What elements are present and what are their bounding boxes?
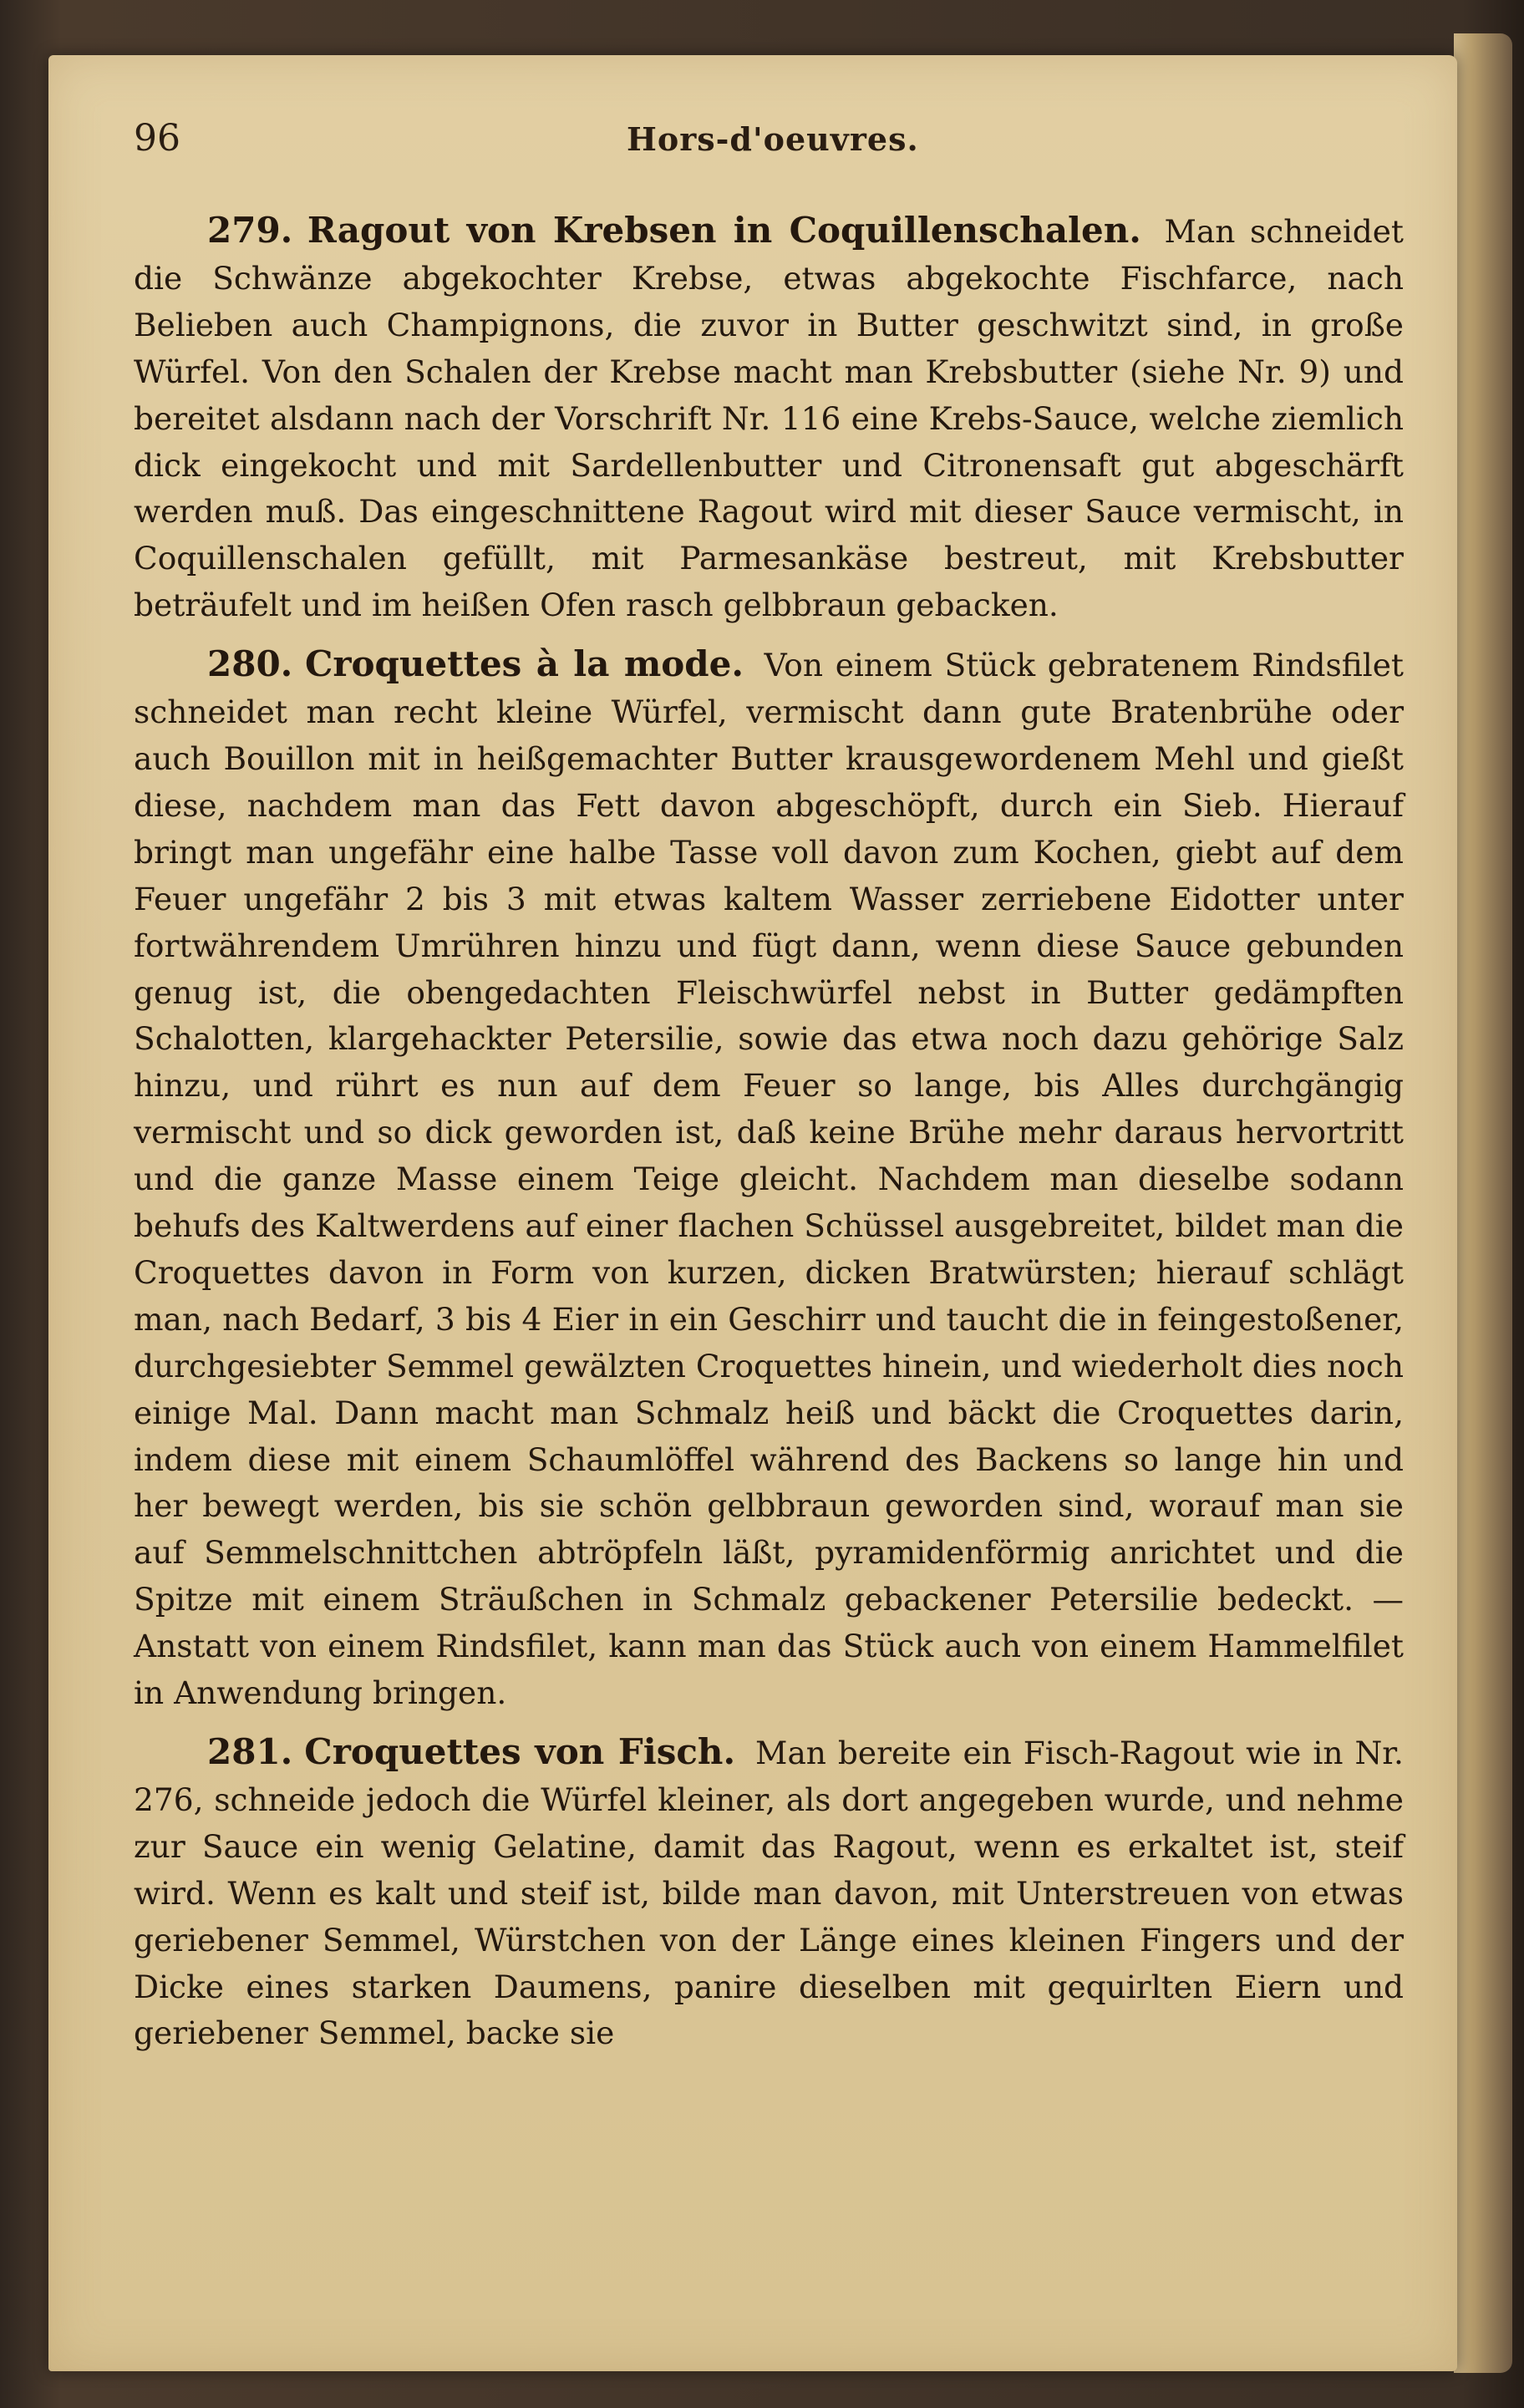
recipe-body: Man bereite ein Fisch-Ragout wie in Nr. 276, schneide jedoch die Würfel kleiner, als dort angegeben wurde, und nehme zur Sauce ein wenig Gelatine, damit das Ragout, wenn es erkaltet ist, steif wird. Wenn es kalt und steif ist, bilde man davon, mit Unterstreuen von etwas geriebener Semmel, Würstchen von der Länge eines kleinen Fingers und der Dicke eines starken Daumens, panire dieselben mit gequirlten Eiern und geriebener Semmel, backe sie	[134, 1735, 1404, 2052]
page-number: 96	[134, 117, 180, 160]
page-edge	[1454, 33, 1512, 2373]
recipe-title: Croquettes von Fisch.	[304, 1731, 736, 1772]
recipe-title: Ragout von Krebsen in Coquillenschalen.	[307, 210, 1141, 251]
recipe-number: 281.	[207, 1731, 293, 1772]
recipe-number: 280.	[207, 643, 293, 685]
recipe-281	[134, 1729, 1404, 2057]
recipe-body: Von einem Stück gebratenem Rindsfilet schneidet man recht kleine Würfel, vermischt dann gute Bratenbrühe oder auch Bouillon mit in heißgemachter Butter krausgewordenem Mehl und gießt diese, nachdem man das Fett davon abgeschöpft, durch ein Sieb. Hierauf bringt man ungefähr eine halbe Tasse voll davon zum Kochen, giebt auf dem Feuer ungefähr 2 bis 3 mit etwas kaltem Wasser zerriebene Eidotter unter fortwährendem Umrühren hinzu und fügt dann, wenn diese Sauce gebunden genug ist, die obengedachten Fleischwürfel nebst in Butter gedämpften Schalotten, klargehackter Petersilie, sowie das etwa noch dazu gehörige Salz hinzu, und rührt es nun auf dem Feuer so lange, bis Alles durchgängig vermischt und so dick geworden ist, daß keine Brühe mehr daraus hervortritt und die ganze Masse einem Teige gleicht. Nachdem man dieselbe sodann behufs des Kaltwerdens auf einer flachen Schüssel ausgebreitet, bildet man die Croquettes davon in Form von kurzen, dicken Bratwürsten; hierauf schlägt man, nach Bedarf, 3 bis 4 Eier in ein Geschirr und taucht die in feingestoßener, durchgesiebter Semmel gewälzten Croquettes hinein, und wiederholt dies noch einige Mal. Dann macht man Schmalz heiß und bäckt die Croquettes darin, indem diese mit einem Schaumlöffel während des Backens so lange hin und her bewegt werden, bis sie schön gelbbraun geworden sind, worauf man sie auf Semmelschnittchen abtröpfeln läßt, pyramidenförmig anrichtet und die Spitze mit einem Sträußchen in Schmalz gebackener Petersilie bedeckt. — Anstatt von einem Rindsfilet, kann man das Stück auch von einem Hammelfilet in Anwendung bringen.	[134, 647, 1404, 1712]
page-header	[134, 117, 1362, 167]
recipe-body: Man schneidet die Schwänze abgekochter Krebse, etwas abgekochte Fischfarce, nach Belieben auch Champignons, die zuvor in Butter geschwitzt sind, in große Würfel. Von den Schalen der Krebse macht man Krebsbutter (siehe Nr. 9) und bereitet alsdann nach der Vorschrift Nr. 116 eine Krebs-Sauce, welche ziemlich dick eingekocht und mit Sardellenbutter und Citronensaft gut abgeschärft werden muß. Das eingeschnittene Ragout wird mit dieser Sauce vermischt, in Coquillenschalen gefüllt, mit Parmesankäse bestreut, mit Krebsbutter beträufelt und im heißen Ofen rasch gelbbraun gebacken.	[134, 213, 1404, 624]
running-head: Hors-d'oeuvres.	[627, 120, 919, 158]
recipe-number: 279.	[207, 210, 293, 251]
recipe-title: Croquettes à la mode.	[304, 643, 744, 685]
recipe-text-block	[134, 207, 1404, 2069]
recipe-279	[134, 207, 1404, 629]
recipe-280	[134, 641, 1404, 1717]
